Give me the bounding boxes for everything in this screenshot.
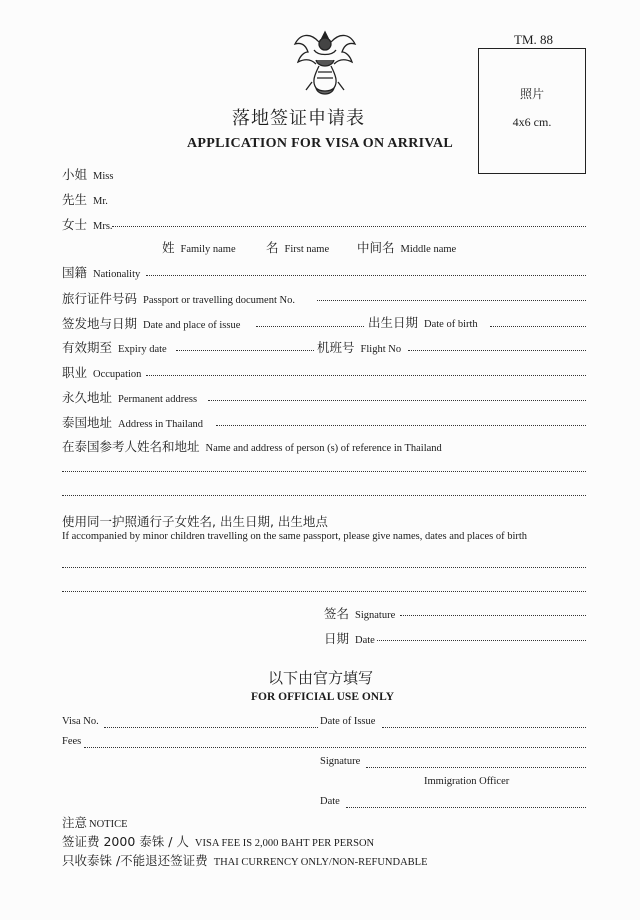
expiry-field[interactable] [176,350,314,351]
permanent-address-field[interactable] [208,400,586,401]
label-birth: 出生日期 Date of birth [368,315,478,330]
label-officer-signature: Signature [320,756,361,767]
children-heading-en: If accompanied by minor children travelling on the same passport, please give names, dates and places of birth [62,531,528,542]
label-middle-name: 中间名 Middle name [357,240,457,255]
notice-heading: 注意 NOTICE [62,815,128,830]
salutation-miss[interactable]: 小姐 Miss [62,167,114,182]
notice-fee: 签证费 2000 泰铢 / 人 VISA FEE IS 2,000 BAHT PER PERSON [62,834,375,849]
label-passport: 旅行证件号码 Passport or travelling document No. [62,291,295,306]
children-line-1[interactable] [62,567,586,568]
label-family-name: 姓 Family name [162,240,236,255]
flight-field[interactable] [408,350,586,351]
officer-signature-field[interactable] [366,767,586,768]
reference-line-1[interactable] [62,471,586,472]
date-of-issue-field[interactable] [382,727,586,728]
photo-label: 照片 [519,87,544,101]
form-code: TM. 88 [514,32,553,47]
title-en: APPLICATION FOR VISA ON ARRIVAL [187,136,454,151]
label-flight: 机班号 Flight No [317,340,402,355]
official-title-zh: 以下由官方填写 [268,669,374,687]
label-permanent-address: 永久地址 Permanent address [62,390,198,405]
title-zh: 落地签证申请表 [232,108,365,129]
notice-currency: 只收泰铢 /不能退还签证费 THAI CURRENCY ONLY/NON-REFUNDABLE [62,853,428,868]
label-expiry: 有效期至 Expiry date [62,340,167,355]
label-visa-no: Visa No. [62,716,99,727]
label-occupation: 职业 Occupation [62,365,142,380]
official-title-en: FOR OFFICIAL USE ONLY [251,691,395,703]
label-issue: 签发地与日期 Date and place of issue [62,316,241,331]
label-date-of-issue: Date of Issue [320,716,376,727]
nationality-field[interactable] [146,275,586,276]
label-signature: 签名 Signature [324,606,396,621]
label-immigration-officer: Immigration Officer [424,776,510,787]
photo-box [478,48,586,174]
passport-field[interactable] [317,300,586,301]
visa-no-field[interactable] [104,727,318,728]
issue-field[interactable] [256,326,364,327]
name-line[interactable] [112,226,586,227]
salutation-mr[interactable]: 先生 Mr. [62,192,108,207]
reference-line-2[interactable] [62,495,586,496]
label-reference: 在泰国参考人姓名和地址 Name and address of person (s) of reference in Thailand [62,439,442,454]
label-first-name: 名 First name [266,240,330,255]
date-field[interactable] [377,640,586,641]
children-line-2[interactable] [62,591,586,592]
photo-size: 4x6 cm. [512,115,552,129]
garuda-emblem-icon [292,26,358,100]
label-official-date: Date [320,796,340,807]
label-fees: Fees [62,736,82,747]
signature-field[interactable] [400,615,586,616]
occupation-field[interactable] [146,375,586,376]
salutation-mrs[interactable]: 女士 Mrs. [62,217,113,232]
label-address-thailand: 泰国地址 Address in Thailand [62,415,203,430]
fees-field[interactable] [84,747,586,748]
address-thailand-field[interactable] [216,425,586,426]
label-date: 日期 Date [324,631,375,646]
official-date-field[interactable] [346,807,586,808]
birth-field[interactable] [490,326,586,327]
label-nationality: 国籍 Nationality [62,265,141,280]
children-heading-zh: 使用同一护照通行子女姓名, 出生日期, 出生地点 [62,514,328,529]
